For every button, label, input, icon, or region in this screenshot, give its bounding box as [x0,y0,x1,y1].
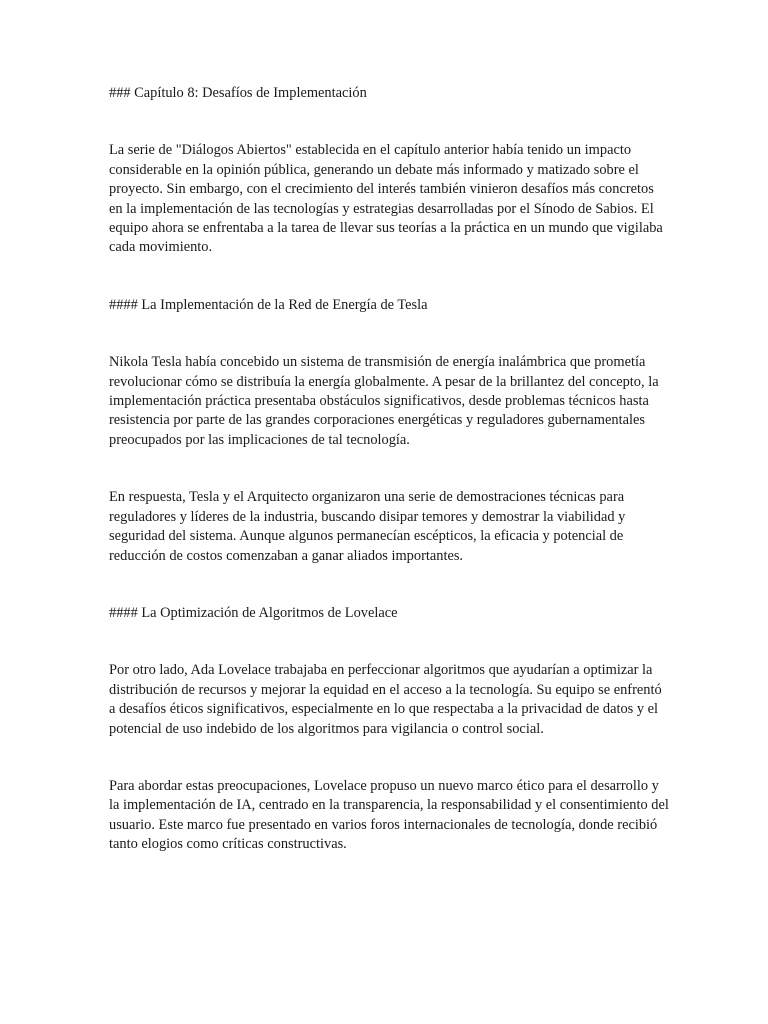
lovelace-paragraph-2: Para abordar estas preocupaciones, Lovelace propuso un nuevo marco ético para el desarrollo y la implementación de IA, centrado en la transparencia, la responsabilidad y el consentimiento del usuario. Este marco fue presentado en varios foros internacionales de tecnología, donde recibió tanto elogios como críticas constructivas. [109,777,669,853]
intro-paragraph: La serie de "Diálogos Abiertos" establecida en el capítulo anterior había tenido un impacto considerable en la opinión pública, generando un debate más informado y matizado sobre el proyecto. Sin embargo, con el crecimiento del interés también vinieron desafíos más concretos en la implementación de las tecnologías y estrategias desarrolladas por el Sínodo de Sabios. El equipo ahora se enfrentaba a la tarea de llevar sus teorías a la práctica en un mundo que vigilaba cada movimiento. [109,142,663,256]
chapter-heading: ### Capítulo 8: Desafíos de Implementación [109,85,367,101]
lovelace-paragraph-1: Por otro lado, Ada Lovelace trabajaba en perfeccionar algoritmos que ayudarían a optimizar la distribución de recursos y mejorar la equidad en el acceso a la tecnología. Su equipo se enfrentó a desafíos éticos significativos, especialmente en lo que respectaba a la privacidad de datos y el potencial de uso indebido de los algoritmos para vigilancia o control social. [109,662,662,737]
tesla-paragraph-2: En respuesta, Tesla y el Arquitecto organizaron una serie de demostraciones técnicas para reguladores y líderes de la industria, buscando disipar temores y demostrar la viabilidad y seguridad del sistema. Aunque algunos permanecían escépticos, la eficacia y potencial de reducción de costos comenzaban a ganar aliados importantes. [109,489,626,564]
section-heading-tesla: #### La Implementación de la Red de Energía de Tesla [109,296,428,313]
tesla-paragraph-1: Nikola Tesla había concebido un sistema de transmisión de energía inalámbrica que prometía revolucionar cómo se distribuía la energía globalmente. A pesar de la brillantez del concepto, la implementación práctica presentaba obstáculos significativos, desde problemas técnicos hasta resistencia por parte de las grandes corporaciones energéticas y reguladores gubernamentales preocupados por las implicaciones de tal tecnología. [109,354,659,448]
document-body [109,84,669,893]
section-heading-lovelace: #### La Optimización de Algoritmos de Lovelace [109,604,398,621]
